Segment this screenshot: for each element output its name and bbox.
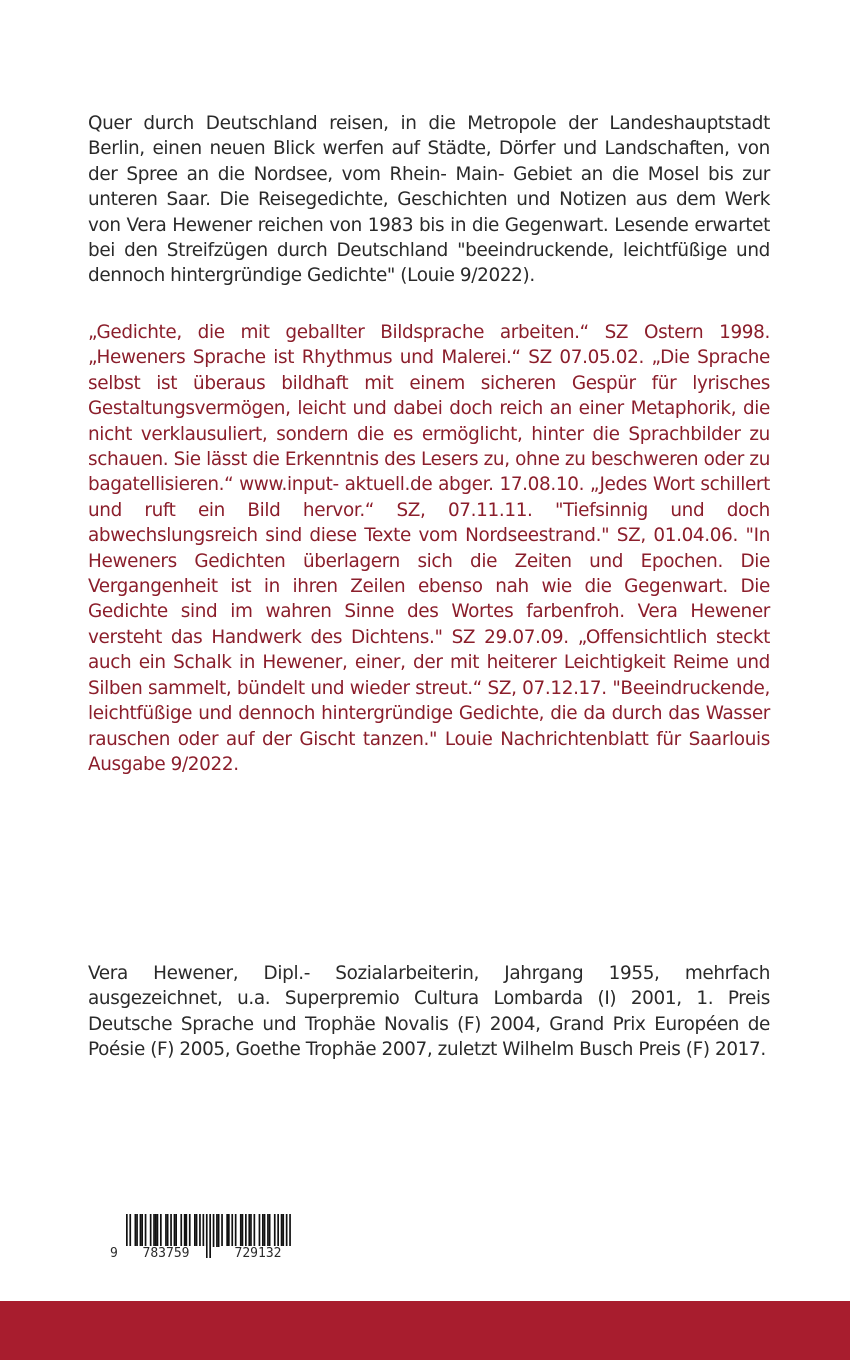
barcode-bar bbox=[180, 1214, 182, 1247]
barcode-bar bbox=[155, 1214, 157, 1247]
footer-color-band bbox=[0, 1301, 850, 1360]
barcode-bar bbox=[203, 1214, 205, 1247]
barcode-bar bbox=[282, 1214, 284, 1247]
barcode-bar bbox=[199, 1214, 201, 1247]
barcode-bar bbox=[269, 1214, 271, 1247]
blurb-intro: Quer durch Deutschland reisen, in die Metropole der Landeshauptstadt Berlin, einen neuen Blick werfen auf Städte, Dörfer und Landschaften, von der Spree an die Nordsee, vom Rhein- Main- Gebiet an die Mosel bis zur unteren Saar. Die Reisegedichte, Geschichten und Notizen aus dem Werk von Vera Hewener reichen von 1983 bis in die Gegenwart. Lesende erwartet bei den Streifzügen durch Deutschland "beeindruckende, leichtfüßige und dennoch hintergründige Gedichte" (Louie 9/2022). bbox=[88, 113, 770, 287]
author-bio: Vera Hewener, Dipl.- Sozialarbeiterin, Jahrgang 1955, mehrfach ausgezeichnet, u.a. Superpremio Cultura Lombarda (I) 2001, 1. Preis Deutsche Sprache und Trophäe Novalis (F) 2004, Grand Prix Européen de Poésie (F) 2005, Goethe Trophäe 2007, zuletzt Wilhelm Busch Preis (F) 2017. bbox=[88, 963, 770, 1061]
barcode-bar bbox=[175, 1214, 177, 1247]
barcode-bar bbox=[184, 1214, 186, 1247]
barcode-bar bbox=[262, 1214, 264, 1247]
barcode-bar bbox=[174, 1214, 176, 1247]
barcode-bar bbox=[264, 1214, 266, 1247]
barcode-bar bbox=[140, 1214, 142, 1247]
barcode-digits-left: 783759 bbox=[126, 1246, 206, 1262]
barcode-bar bbox=[145, 1214, 147, 1247]
barcode-guard-bar bbox=[209, 1214, 211, 1258]
barcode-bar bbox=[189, 1214, 191, 1247]
barcode-bar bbox=[274, 1214, 276, 1247]
barcode-bar bbox=[153, 1214, 155, 1247]
barcode-bar bbox=[194, 1214, 196, 1247]
barcode-bar bbox=[248, 1214, 250, 1247]
barcode-digit-first: 9 bbox=[110, 1246, 122, 1262]
barcode-bar bbox=[196, 1214, 198, 1247]
barcode-bar bbox=[245, 1214, 247, 1247]
barcode-bar bbox=[277, 1214, 279, 1247]
barcode-bar bbox=[186, 1214, 188, 1247]
barcode-bar bbox=[281, 1214, 283, 1247]
barcode-bar bbox=[254, 1214, 256, 1247]
barcode-bar bbox=[165, 1214, 167, 1247]
barcode-bar bbox=[250, 1214, 252, 1247]
barcode-bar bbox=[218, 1214, 220, 1247]
press-quotes: „Gedichte, die mit geballter Bildsprache arbeiten.“ SZ Ostern 1998. „Heweners Sprache ist Rhythmus und Malerei.“ SZ 07.05.02. „Die Sprache selbst ist überaus bildhaft mit einem sicheren Gespür für lyrisches Gestaltungsvermögen, leicht und dabei doch reich an einer Metaphorik, die nicht verklausuliert, sondern die es ermöglicht, hinter die Sprachbilder zu schauen. Sie lässt die Erkenntnis des Lesers zu, ohne zu beschweren oder zu bagatellisieren.“ www.input- aktuell.de abger. 17.08.10. „Jedes Wort schillert und ruft ein Bild hervor.“ SZ, 07.11.11. "Tiefsinnig und doch abwechslungsreich sind diese Texte vom Nordseestrand." SZ, 01.04.06. "In Heweners Gedichten überlagern sich die Zeiten und Epochen. Die Vergangenheit ist in ihren Zeilen ebenso nah wie die Gegenwart. Die Gedichte sind im wahren Sinne des Wortes farbenfroh. Vera Hewener versteht das Handwerk des Dichtens." SZ 29.07.09. „Offensichtlich steckt auch ein Schalk in Hewener, einer, der mit heiterer Leichtigkeit Reime und Silben sammelt, bündelt und wieder streut.“ SZ, 07.12.17. "Beeindruckende, leichtfüßige und dennoch hintergründige Gedichte, die da durch das Wasser rauschen oder auf der Gischt tanzen." Louie Nachrichtenblatt für Saarlouis Ausgabe 9/2022. bbox=[88, 322, 770, 775]
barcode-bar bbox=[226, 1214, 228, 1247]
barcode-bar bbox=[213, 1214, 215, 1247]
barcode-bar bbox=[135, 1214, 137, 1247]
barcode-bar bbox=[267, 1214, 269, 1247]
isbn-barcode bbox=[110, 1214, 296, 1262]
barcode-bar bbox=[157, 1214, 159, 1247]
barcode-bar bbox=[167, 1214, 169, 1247]
barcode-bar bbox=[160, 1214, 162, 1247]
barcode-bar bbox=[235, 1214, 237, 1247]
barcode-bar bbox=[228, 1214, 230, 1247]
barcode-digits-right: 729132 bbox=[220, 1246, 296, 1262]
barcode-bar bbox=[141, 1214, 143, 1247]
barcode-guard-bar bbox=[206, 1214, 208, 1258]
barcode-bar bbox=[216, 1214, 218, 1247]
barcode-bar bbox=[240, 1214, 242, 1247]
barcode-bar bbox=[150, 1214, 152, 1247]
barcode-bar bbox=[136, 1214, 138, 1247]
barcode-bar bbox=[231, 1214, 233, 1247]
barcode-bar bbox=[259, 1214, 261, 1247]
barcode-bar bbox=[221, 1214, 223, 1247]
barcode-bar bbox=[242, 1214, 244, 1247]
barcode-bar bbox=[170, 1214, 172, 1247]
